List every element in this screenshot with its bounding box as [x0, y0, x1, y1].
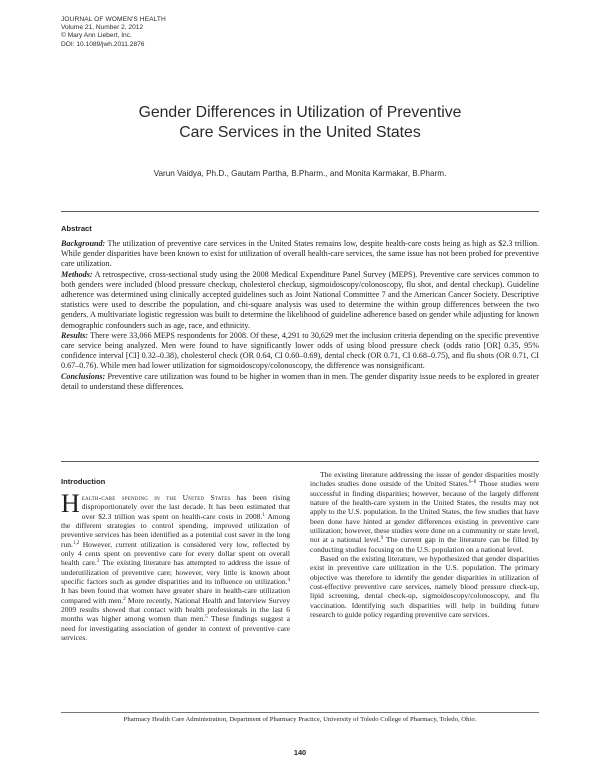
introduction-heading: Introduction	[61, 477, 106, 486]
conclusions-label: Conclusions:	[61, 371, 106, 381]
top-divider	[61, 211, 539, 212]
affiliation-footnote: Pharmacy Health Care Administration, Department of Pharmacy Practice, University of Toledo College of Pharmacy, Toledo, Ohio.	[123, 716, 477, 723]
intro-text: It has been found that women have greater share in health-care utilization compared with men.	[61, 586, 290, 605]
citation: 2	[123, 596, 126, 602]
intro-column-left	[61, 489, 290, 643]
journal-volume: Volume 21, Number 2, 2012	[61, 24, 144, 32]
footnote-divider	[61, 712, 539, 713]
article-title	[60, 103, 540, 142]
intro-text: These findings suggest a need for investigating association of gender in context of preventive care services.	[61, 614, 290, 643]
journal-name: JOURNAL OF WOMEN'S HEALTH	[61, 16, 166, 23]
intro-text: Among the different strategies to control spending, improved utilization of preventive services has been identified as a potential cost saver in the long run.	[61, 511, 290, 549]
copyright-notice: © Mary Ann Liebert, Inc.	[61, 32, 132, 40]
smallcaps-lead: ealth-care spending in the United States	[81, 493, 231, 502]
doi: DOI: 10.1089/jwh.2011.2876	[61, 40, 145, 48]
methods-text: A retrospective, cross-sectional study using the 2008 Medical Expenditure Panel Survey (MEPS). Preventive care services common to both genders were included (blood pressure checkup, cholesterol checkup, sigmoidoscopy/colonoscopy, flu shot, and dental checkup). Guideline adherence was determined using clinically accepted guidelines such as Joint National Committee 7 and the American Cancer Society. Descriptive statistics were used to describe the population, and chi-square analysis was used to determine the within group differences between the two genders. A multivariate logistic regression was built to determine the likelihood of guideline adherence based on gender while adjusting for known demographic confounders such as age, race, and ethnicity.	[61, 269, 539, 330]
results-text: There were 33,066 MEPS respondents for 2008. Of these, 4,291 to 30,629 met the inclusion criteria depending on the specific preventive care service being analyzed. Men were found to have significantly lower odds of using blood pressure check (odds ratio [OR] 0.35, 95% confidence interval [CI] 0.32–0.38), cholesterol check (OR 0.64, CI 0.60–0.69), dental check (OR 0.71, CI 0.68–0.75), and flu shots (OR 0.71, CI 0.67–0.76). While men had lower utilization for sigmoidoscopy/colonoscopy, the difference was nonsignificant.	[61, 330, 539, 371]
intro-text: However, current utilization is considered very low, reflected by only 4 cents spent on preventive care for every dollar spent on overall health care.	[61, 539, 290, 568]
title-line-1: Gender Differences in Utilization of Preventive	[138, 104, 462, 121]
page-number: 140	[293, 748, 307, 757]
abstract-body	[61, 239, 539, 392]
intro-column-right	[310, 470, 539, 620]
results-label: Results:	[61, 330, 89, 340]
abstract-background	[61, 239, 539, 270]
title-line-2: Care Services in the United States	[179, 123, 421, 141]
intro-text: The current gap in the literature can be filled by conducting studies focusing on the U.S. population on a national level.	[310, 535, 539, 554]
intro-text: The existing literature has attempted to address the issue of underutilization of preventive care; however, very little is known about specific factors such as gender disparities and its influence on utilization.	[61, 558, 290, 587]
citation: 1,2	[72, 540, 80, 546]
citation: 5	[205, 615, 208, 621]
intro-paragraph-3: Based on the existing literature, we hypothesized that gender disparities exist in preventive care utilization in the U.S. population. The primary objective was therefore to identify the gender disparities in utilization of cost-effective preventive care services, namely blood pressure check-up, lipid screening, dental check-up, sigmoidoscopy/colonoscopy, and flu vaccination. Identifying such disparities will help in building future research to guide policy regarding preventive care services.	[310, 554, 539, 620]
background-text: The utilization of preventive care services in the United States remains low, despite health-care costs being as high as $2.3 trillion. While gender disparities have been known to exist for utilization of overall health-care services, the same issue has not been probed for preventive care utilization.	[61, 239, 539, 269]
citation: 6–8	[468, 480, 477, 486]
intro-text: The existing literature addressing the issue of gender disparities mostly includes studies done outside of the United States.	[310, 470, 539, 489]
conclusions-text: Preventive care utilization was found to be higher in women than in men. The gender disparity issue needs to be explored in greater detail to understand these differences.	[61, 371, 539, 391]
intro-paragraph-2	[310, 470, 539, 554]
abstract-results	[61, 331, 539, 372]
methods-label: Methods:	[61, 269, 93, 279]
abstract-divider	[61, 461, 539, 462]
drop-cap: H	[61, 489, 80, 518]
abstract-methods	[61, 270, 539, 331]
citation: 4	[287, 578, 290, 584]
background-label: Background:	[61, 239, 106, 248]
citation: 9	[380, 536, 384, 542]
author-list: Varun Vaidya, Ph.D., Gautam Partha, B.Pharm., and Monita Karmakar, B.Pharm.	[153, 169, 447, 178]
intro-paragraph-1	[61, 489, 290, 643]
intro-text: Those studies were successful in finding disparities; however, because of the largely different nature of the health-care system in the United States, the results may not apply to the U.S. population. In the United States, the few studies that have been done have hinted at gender differences existing in preventive care utilization; however, these studies were done on a community or state level, not at a national level.	[310, 479, 539, 545]
abstract-heading: Abstract	[61, 224, 92, 233]
citation: 3	[96, 559, 100, 565]
intro-text: More recently, National Health and Interview Survey 2009 results showed that contact with health professionals in the last 6 months was higher among women than men.	[61, 595, 290, 624]
abstract-conclusions	[61, 372, 539, 392]
intro-text: has been rising disproportionately over the last decade. It has been estimated that over $2.3 trillion was spent on health-care costs in 2008.	[81, 493, 290, 521]
journal-header	[61, 16, 311, 49]
citation: 1	[262, 512, 265, 518]
